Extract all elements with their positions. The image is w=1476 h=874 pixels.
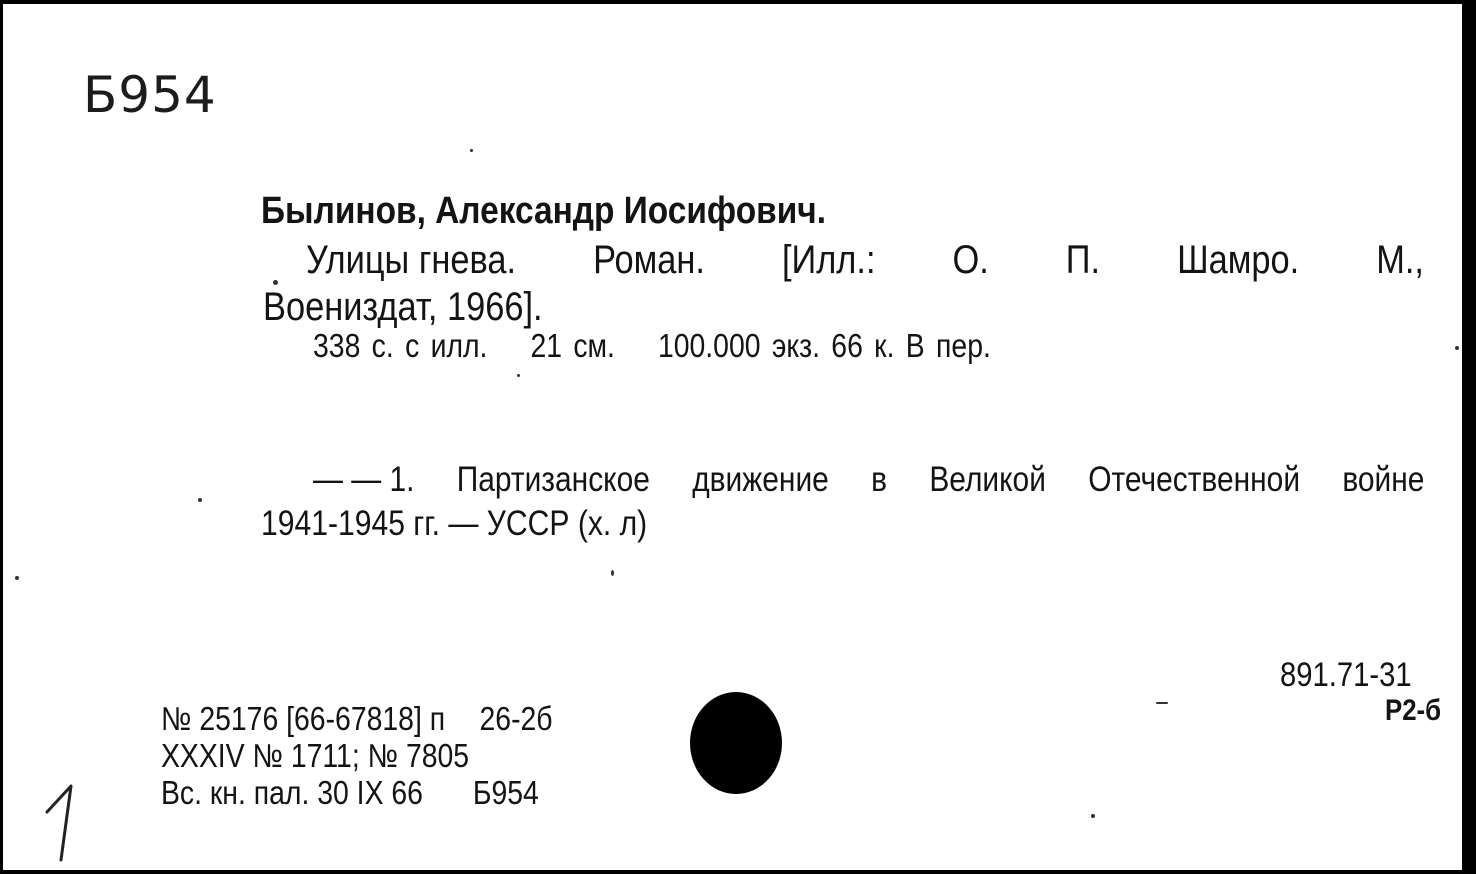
- subject-line-2: 1941-1945 гг. — УССР (х. л): [261, 504, 648, 543]
- subject-word: в: [871, 460, 888, 499]
- title-word: Улицы гнева.: [306, 238, 517, 282]
- collation-pages: 338 с. с илл.: [313, 327, 488, 364]
- subject-word: — — 1.: [313, 460, 415, 499]
- registration-number: № 25176 [66-67818] п: [161, 700, 446, 737]
- registration-line-3: [161, 774, 539, 812]
- title-word: Шамро.: [1177, 238, 1300, 282]
- registration-chamber-date: Вс. кн. пал. 30 IX 66: [161, 774, 423, 811]
- punch-hole: [690, 692, 782, 794]
- title-line-1: [306, 238, 1424, 283]
- collation-copies-price: 100.000 экз. 66 к. В пер.: [657, 327, 991, 364]
- collation-line: [313, 327, 991, 365]
- subject-word: Великой: [929, 460, 1046, 499]
- collation-size: 21 см.: [530, 327, 615, 364]
- shelf-mark: Р2-б: [1385, 694, 1442, 727]
- registration-call-number: Б954: [472, 774, 539, 811]
- registration-line-1: [161, 700, 553, 738]
- registration-index: 26-2б: [479, 700, 553, 737]
- classification-code: 891.71-31: [1280, 656, 1412, 694]
- title-word: [Илл.:: [781, 238, 876, 282]
- title-word: Роман.: [593, 238, 705, 282]
- title-word: П.: [1065, 238, 1101, 282]
- title-word: О.: [952, 238, 989, 282]
- title-line-2: Воениздат, 1966].: [263, 285, 543, 329]
- author-heading: Былинов, Александр Иосифович.: [261, 190, 826, 232]
- subject-word: войне: [1342, 460, 1425, 499]
- call-number: Б954: [83, 66, 217, 124]
- handwritten-mark-icon: [41, 782, 91, 862]
- registration-line-2: XXXIV № 1711; № 7805: [161, 737, 470, 774]
- subject-word: движение: [692, 460, 829, 499]
- subject-line-1: [313, 460, 1425, 500]
- subject-word: Отечественной: [1088, 460, 1301, 499]
- subject-word: Партизанское: [456, 460, 650, 499]
- title-word: М.,: [1376, 238, 1424, 282]
